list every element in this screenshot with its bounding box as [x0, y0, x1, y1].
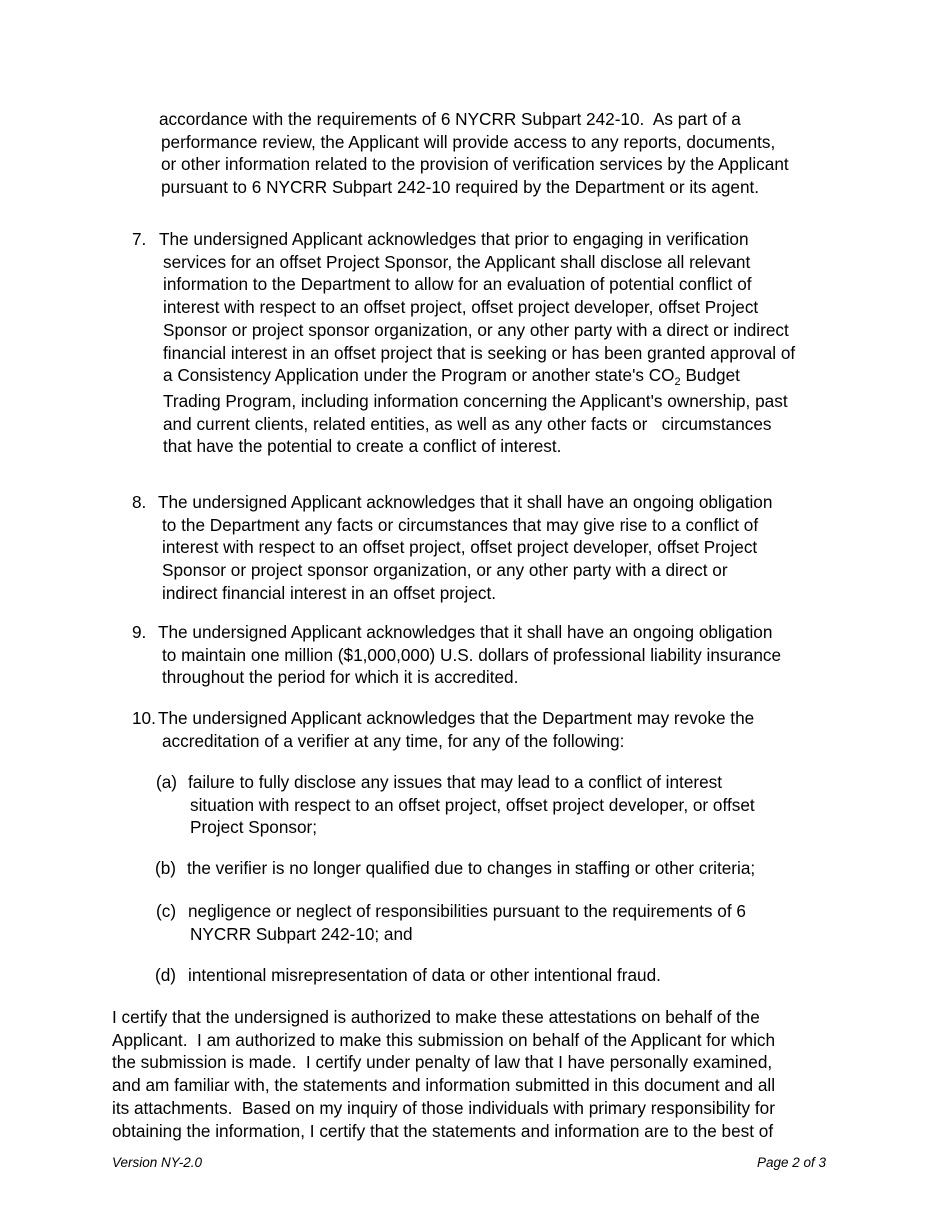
sub-item-b-paragraph: [187, 857, 755, 880]
sub-item-a-paragraph: [188, 771, 755, 839]
intro-line: performance review, the Applicant will provide access to any reports, documents,: [161, 131, 776, 152]
cert-line: I certify that the undersigned is authorized to make these attestations on behalf of the: [112, 1007, 760, 1027]
item-10-line: accreditation of a verifier at any time, for any of the following:: [162, 730, 625, 751]
co2-line-after: Budget: [680, 365, 740, 386]
sub-item-c-first-line: negligence or neglect of responsibilities pursuant to the requirements of 6: [188, 901, 746, 921]
item-7-line: services for an offset Project Sponsor, the Applicant shall disclose all relevant: [163, 251, 751, 272]
item-7-line: financial interest in an offset project that is seeking or has been granted approval of: [163, 342, 796, 363]
item-9-line: throughout the period for which it is accredited.: [162, 667, 519, 688]
item-7-line: that have the potential to create a conflict of interest.: [163, 436, 562, 457]
intro-line: or other information related to the provision of verification services by the Applicant: [161, 154, 789, 175]
sub-item-c-paragraph: [188, 900, 746, 945]
item-7-number: 7.: [132, 229, 147, 249]
sub-item-a-label: (a): [156, 772, 178, 792]
item-9-first-line: The undersigned Applicant acknowledges that it shall have an ongoing obligation: [158, 622, 773, 642]
item-7-line: interest with respect to an offset project, offset project developer, offset Project: [163, 297, 759, 318]
sub-item-c-label: (c): [156, 901, 177, 921]
item-8-line: Sponsor or project sponsor organization, or any other party with a direct or: [162, 560, 728, 581]
item-8-first-line: The undersigned Applicant acknowledges that it shall have an ongoing obligation: [158, 492, 773, 512]
item-8-line: interest with respect to an offset project, offset project developer, offset Project: [162, 537, 758, 558]
item-7-line: Trading Program, including information concerning the Applicant's ownership, past: [163, 390, 788, 411]
sub-item-b-label: (b): [155, 858, 177, 878]
item-7-line: and current clients, related entities, as well as any other facts or circumstances: [163, 413, 772, 434]
item-7-line: information to the Department to allow for an evaluation of potential conflict of: [163, 274, 752, 295]
sub-item-d-label: (d): [155, 965, 177, 985]
sub-item-a-first-line: failure to fully disclose any issues that may lead to a conflict of interest: [188, 772, 723, 792]
intro-line: pursuant to 6 NYCRR Subpart 242-10 required by the Department or its agent.: [161, 177, 760, 198]
cert-line: obtaining the information, I certify that the statements and information are to the best of: [112, 1120, 774, 1141]
item-9-number: 9.: [132, 622, 147, 642]
footer-version: Version NY-2.0: [112, 1155, 203, 1170]
item-9-line: to maintain one million ($1,000,000) U.S. dollars of professional liability insurance: [162, 644, 782, 665]
intro-line: accordance with the requirements of 6 NYCRR Subpart 242-10. As part of a: [159, 109, 741, 129]
sub-item-d-paragraph: [188, 964, 661, 987]
item-10-first-line: The undersigned Applicant acknowledges that the Department may revoke the: [158, 708, 755, 728]
cert-line: Applicant. I am authorized to make this submission on behalf of the Applicant for which: [112, 1029, 776, 1050]
footer-page-number: Page 2 of 3: [756, 1155, 826, 1170]
item-8-line: indirect financial interest in an offset project.: [162, 582, 497, 603]
intro-paragraph: [159, 108, 789, 199]
item-9-paragraph: [158, 621, 781, 689]
item-7-co2-line: [163, 364, 795, 390]
item-10-number: 10.: [132, 708, 156, 728]
cert-line: its attachments. Based on my inquiry of those individuals with primary responsibility for: [112, 1097, 775, 1118]
sub-item-c-line: NYCRR Subpart 242-10; and: [190, 923, 413, 944]
sub-item-b-first-line: the verifier is no longer qualified due to changes in staffing or other criteria;: [187, 858, 756, 878]
sub-item-a-line: situation with respect to an offset project, offset project developer, or offset: [190, 794, 755, 815]
item-8-line: to the Department any facts or circumstances that may give rise to a conflict of: [162, 514, 759, 535]
co2-line-before: a Consistency Application under the Program or another state's CO: [163, 365, 675, 386]
item-7-line: Sponsor or project sponsor organization, or any other party with a direct or indirect: [163, 319, 789, 340]
certification-paragraph: [112, 1006, 775, 1142]
co2-subscript: 2: [674, 376, 681, 389]
cert-line: and am familiar with, the statements and information submitted in this document and all: [112, 1075, 776, 1096]
cert-line: the submission is made. I certify under penalty of law that I have personally examined,: [112, 1052, 773, 1073]
item-7-first-line: The undersigned Applicant acknowledges that prior to engaging in verification: [159, 229, 749, 249]
item-8-paragraph: [158, 491, 772, 605]
sub-item-a-line: Project Sponsor;: [190, 817, 318, 838]
item-7-paragraph: [159, 228, 795, 458]
item-10-paragraph: [158, 707, 754, 752]
sub-item-d-first-line: intentional misrepresentation of data or other intentional fraud.: [188, 965, 661, 985]
item-8-number: 8.: [132, 492, 147, 512]
